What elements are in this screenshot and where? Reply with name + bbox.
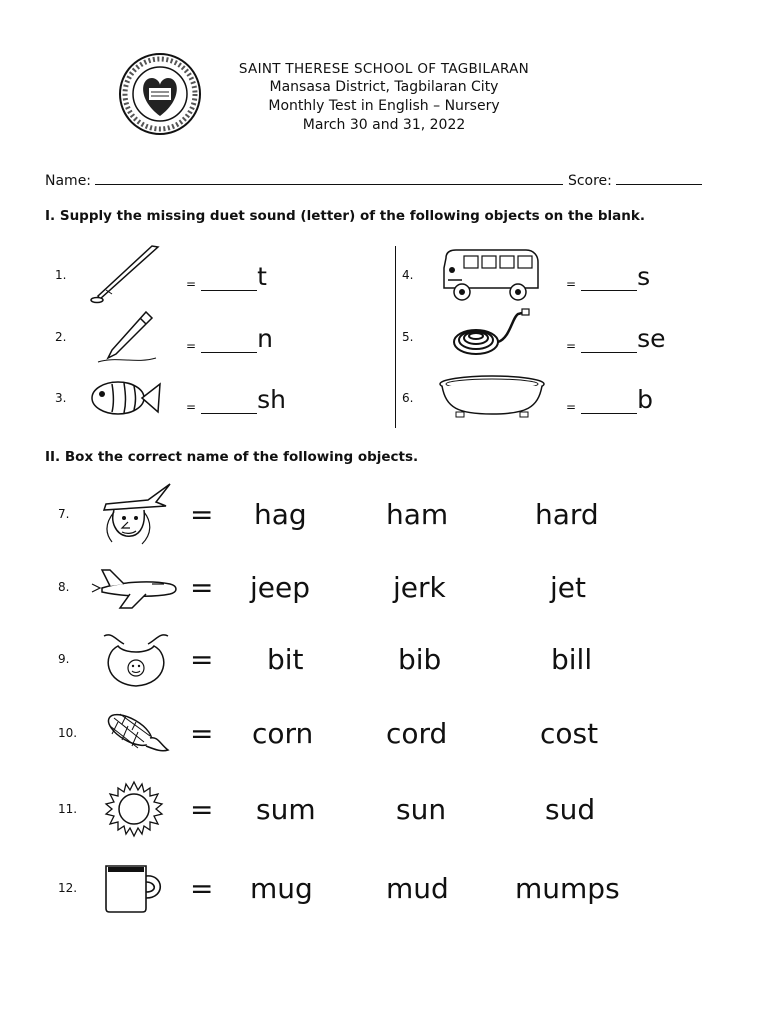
item-number: 6. xyxy=(402,391,414,405)
equals-sign: = xyxy=(190,571,214,604)
choice-word[interactable]: mug xyxy=(250,872,313,905)
answer-blank-row xyxy=(566,262,650,291)
score-label: Score: xyxy=(567,173,612,189)
answer-blank[interactable] xyxy=(581,334,637,353)
item-number: 9. xyxy=(58,652,70,666)
equals-sign: = xyxy=(190,793,214,826)
hose-icon xyxy=(446,308,530,364)
answer-blank-row xyxy=(566,385,653,414)
jet-icon xyxy=(90,566,180,610)
mug-icon xyxy=(102,862,168,914)
item-number: 8. xyxy=(58,580,70,594)
choice-word[interactable]: hard xyxy=(535,498,599,531)
column-divider xyxy=(395,246,396,428)
item-number: 11. xyxy=(58,802,78,816)
answer-blank-row xyxy=(566,324,666,353)
name-score-line xyxy=(45,172,702,189)
equals-sign: = xyxy=(190,643,214,676)
equals-sign: = xyxy=(566,277,577,291)
choice-word[interactable]: hag xyxy=(254,498,307,531)
fish-icon xyxy=(88,376,162,420)
item-number: 1. xyxy=(55,268,67,282)
answer-blank[interactable] xyxy=(201,395,257,414)
equals-sign: = xyxy=(186,277,197,291)
answer-blank[interactable] xyxy=(201,272,257,291)
word-ending: b xyxy=(637,385,654,414)
part2-instruction: II. Box the correct name of the following objects. xyxy=(45,449,419,465)
sun-icon xyxy=(98,778,170,840)
choice-word[interactable]: cost xyxy=(540,717,599,750)
bus-icon xyxy=(440,248,540,302)
score-field[interactable] xyxy=(616,172,702,185)
equals-sign: = xyxy=(186,339,197,353)
choice-word[interactable]: bit xyxy=(267,643,304,676)
answer-blank-row xyxy=(186,324,273,353)
choice-word[interactable]: ham xyxy=(386,498,449,531)
pen-icon xyxy=(96,308,158,364)
item-number: 2. xyxy=(55,330,67,344)
choice-word[interactable]: jeep xyxy=(250,571,311,604)
answer-blank-row xyxy=(186,385,286,414)
choice-word[interactable]: sum xyxy=(256,793,316,826)
choice-word[interactable]: sun xyxy=(396,793,447,826)
item-number: 5. xyxy=(402,330,414,344)
item-number: 7. xyxy=(58,507,70,521)
choice-word[interactable]: bill xyxy=(551,643,593,676)
choice-word[interactable]: jet xyxy=(550,571,586,604)
equals-sign: = xyxy=(190,872,214,905)
item-number: 10. xyxy=(58,726,78,740)
bat-icon xyxy=(90,244,162,306)
word-ending: n xyxy=(257,324,274,353)
school-name: SAINT THERESE SCHOOL OF TAGBILARAN xyxy=(238,61,530,77)
answer-blank[interactable] xyxy=(201,334,257,353)
item-number: 3. xyxy=(55,391,67,405)
equals-sign: = xyxy=(566,400,577,414)
equals-sign: = xyxy=(566,339,577,353)
item-number: 4. xyxy=(402,268,414,282)
choice-word[interactable]: mumps xyxy=(515,872,620,905)
answer-blank[interactable] xyxy=(581,395,637,414)
tub-icon xyxy=(438,374,546,420)
equals-sign: = xyxy=(190,498,214,531)
choice-word[interactable]: jerk xyxy=(393,571,446,604)
equals-sign: = xyxy=(186,400,197,414)
bib-icon xyxy=(98,630,174,690)
choice-word[interactable]: sud xyxy=(545,793,596,826)
word-ending: sh xyxy=(257,385,287,414)
answer-blank[interactable] xyxy=(581,272,637,291)
word-ending: se xyxy=(637,324,666,353)
equals-sign: = xyxy=(190,717,214,750)
word-ending: s xyxy=(637,262,651,291)
choice-word[interactable]: bib xyxy=(398,643,442,676)
witch-icon xyxy=(96,482,172,546)
school-district: Mansasa District, Tagbilaran City xyxy=(269,79,499,95)
test-title: Monthly Test in English – Nursery xyxy=(268,98,500,114)
corn-icon xyxy=(100,706,170,756)
name-label: Name: xyxy=(45,173,92,189)
choice-word[interactable]: cord xyxy=(386,717,448,750)
choice-word[interactable]: corn xyxy=(252,717,314,750)
test-date: March 30 and 31, 2022 xyxy=(302,117,466,133)
answer-blank-row xyxy=(186,262,267,291)
item-number: 12. xyxy=(58,881,78,895)
part1-instruction: I. Supply the missing duet sound (letter) of the following objects on the blank. xyxy=(45,208,646,224)
name-field[interactable] xyxy=(95,172,563,185)
choice-word[interactable]: mud xyxy=(386,872,449,905)
word-ending: t xyxy=(257,262,267,291)
